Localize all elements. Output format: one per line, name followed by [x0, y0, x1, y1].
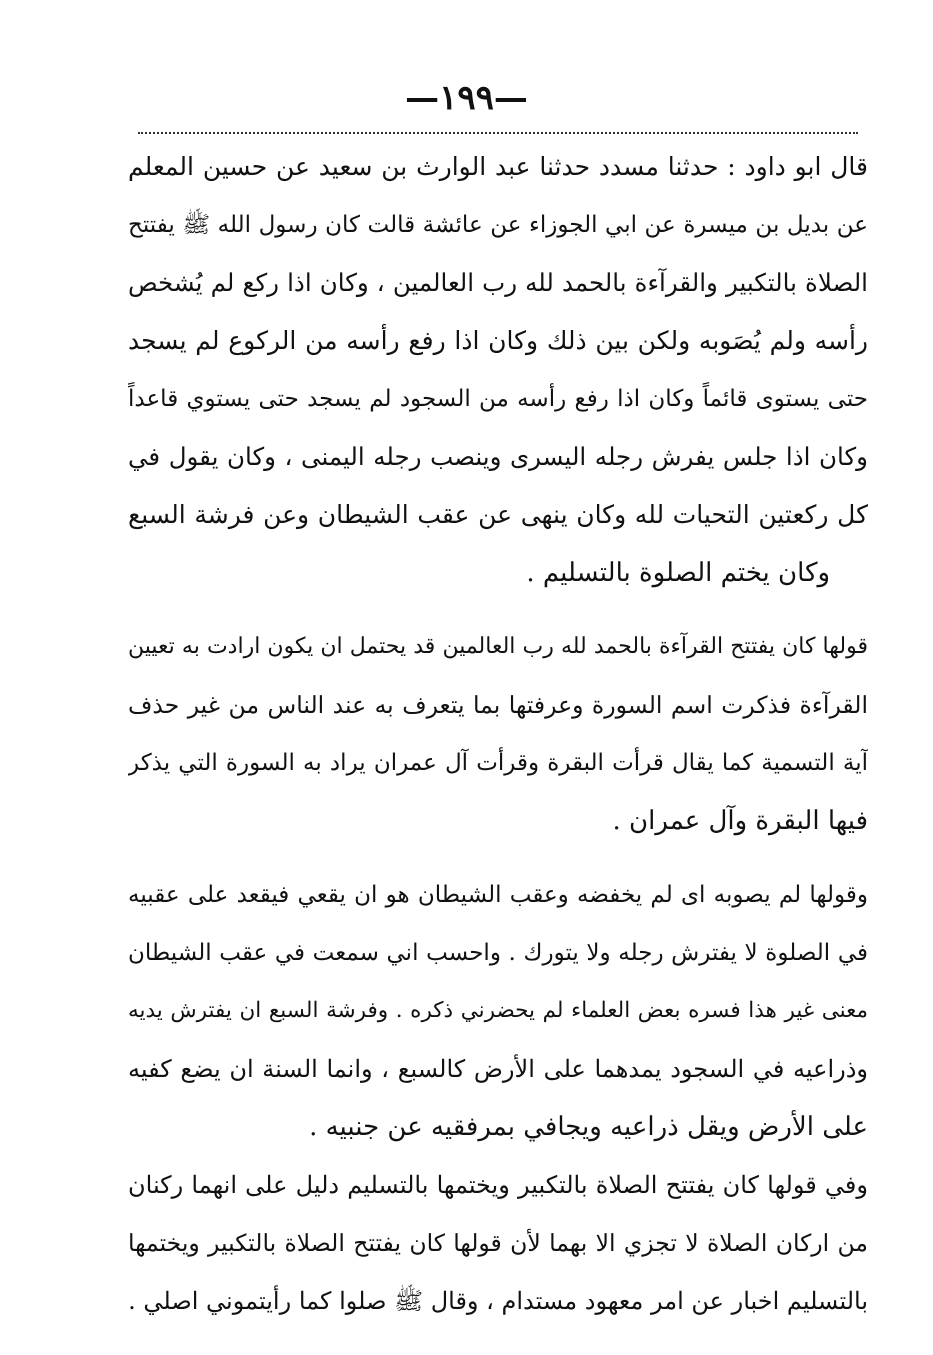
paragraph-gap: [128, 850, 868, 866]
text-line: حتى يستوى قائماً وكان اذا رفع رأسه من السجود لم يسجد حتى يستوي قاعداً: [128, 386, 868, 412]
text-line: عن بديل بن ميسرة عن ابي الجوزاء عن عائشة قالت كان رسول الله ﷺ يفتتح: [128, 212, 868, 238]
paragraph-gap: [128, 602, 868, 618]
text-line: معنى غير هذا فسره بعض العلماء لم يحضرني ذكره . وفرشة السبع ان يفترش يديه: [128, 998, 868, 1023]
text-line: بالتسليم اخبار عن امر معهود مستدام ، وقال ﷺ صلوا كما رأيتموني اصلي .: [128, 1287, 868, 1315]
text-line: فيها البقرة وآل عمران .: [612, 806, 868, 836]
text-line: من اركان الصلاة لا تجزي الا بهما لأن قولها كان يفتتح الصلاة بالتكبير ويختمها: [128, 1229, 868, 1257]
paragraph-commentary-takbir: [128, 1156, 868, 1330]
page-number: —١٩٩—: [405, 78, 528, 118]
text-line: وكان يختم الصلوة بالتسليم .: [526, 558, 830, 588]
text-line: رأسه ولم يُصَوبه ولكن بين ذلك وكان اذا رفع رأسه من الركوع لم يسجد: [128, 326, 868, 355]
text-line: وذراعيه في السجود يمدهما على الأرض كالسبع ، وانما السنة ان يضع كفيه: [128, 1055, 868, 1083]
text-line: قال ابو داود : حدثنا مسدد حدثنا عبد الوارث بن سعيد عن حسين المعلم: [128, 152, 868, 181]
text-line: القرآءة فذكرت اسم السورة وعرفتها بما يتعرف به عند الناس من غير حذف: [128, 691, 868, 719]
paragraph-commentary-uqba: [128, 866, 868, 1156]
text-line: وفي قولها كان يفتتح الصلاة بالتكبير ويختمها بالتسليم دليل على انهما ركنان: [128, 1171, 868, 1199]
body-text: [128, 138, 868, 1330]
text-line: كل ركعتين التحيات لله وكان ينهى عن عقب الشيطان وعن فرشة السبع: [128, 500, 868, 529]
text-line: قولها كان يفتتح القرآءة بالحمد لله رب العالمين قد يحتمل ان يكون ارادت به تعيين: [128, 634, 868, 659]
text-line: في الصلوة لا يفترش رجله ولا يتورك . واحسب اني سمعت في عقب الشيطان: [128, 940, 868, 966]
paragraph-hadith: [128, 138, 868, 602]
header-divider: [138, 132, 858, 134]
text-line: وقولها لم يصوبه اى لم يخفضه وعقب الشيطان هو ان يقعي فيقعد على عقبيه: [128, 882, 868, 908]
text-line: على الأرض ويقل ذراعيه ويجافي بمرفقيه عن جنبيه .: [309, 1112, 868, 1142]
text-line: وكان اذا جلس يفرش رجله اليسرى وينصب رجله اليمنى ، وكان يقول في: [128, 442, 868, 471]
paragraph-commentary-qiraa: [128, 618, 868, 850]
text-line: آية التسمية كما يقال قرأت البقرة وقرأت آل عمران يراد به السورة التي يذكر: [128, 750, 868, 776]
text-line: الصلاة بالتكبير والقرآءة بالحمد لله رب العالمين ، وكان اذا ركع لم يُشخص: [128, 268, 868, 297]
